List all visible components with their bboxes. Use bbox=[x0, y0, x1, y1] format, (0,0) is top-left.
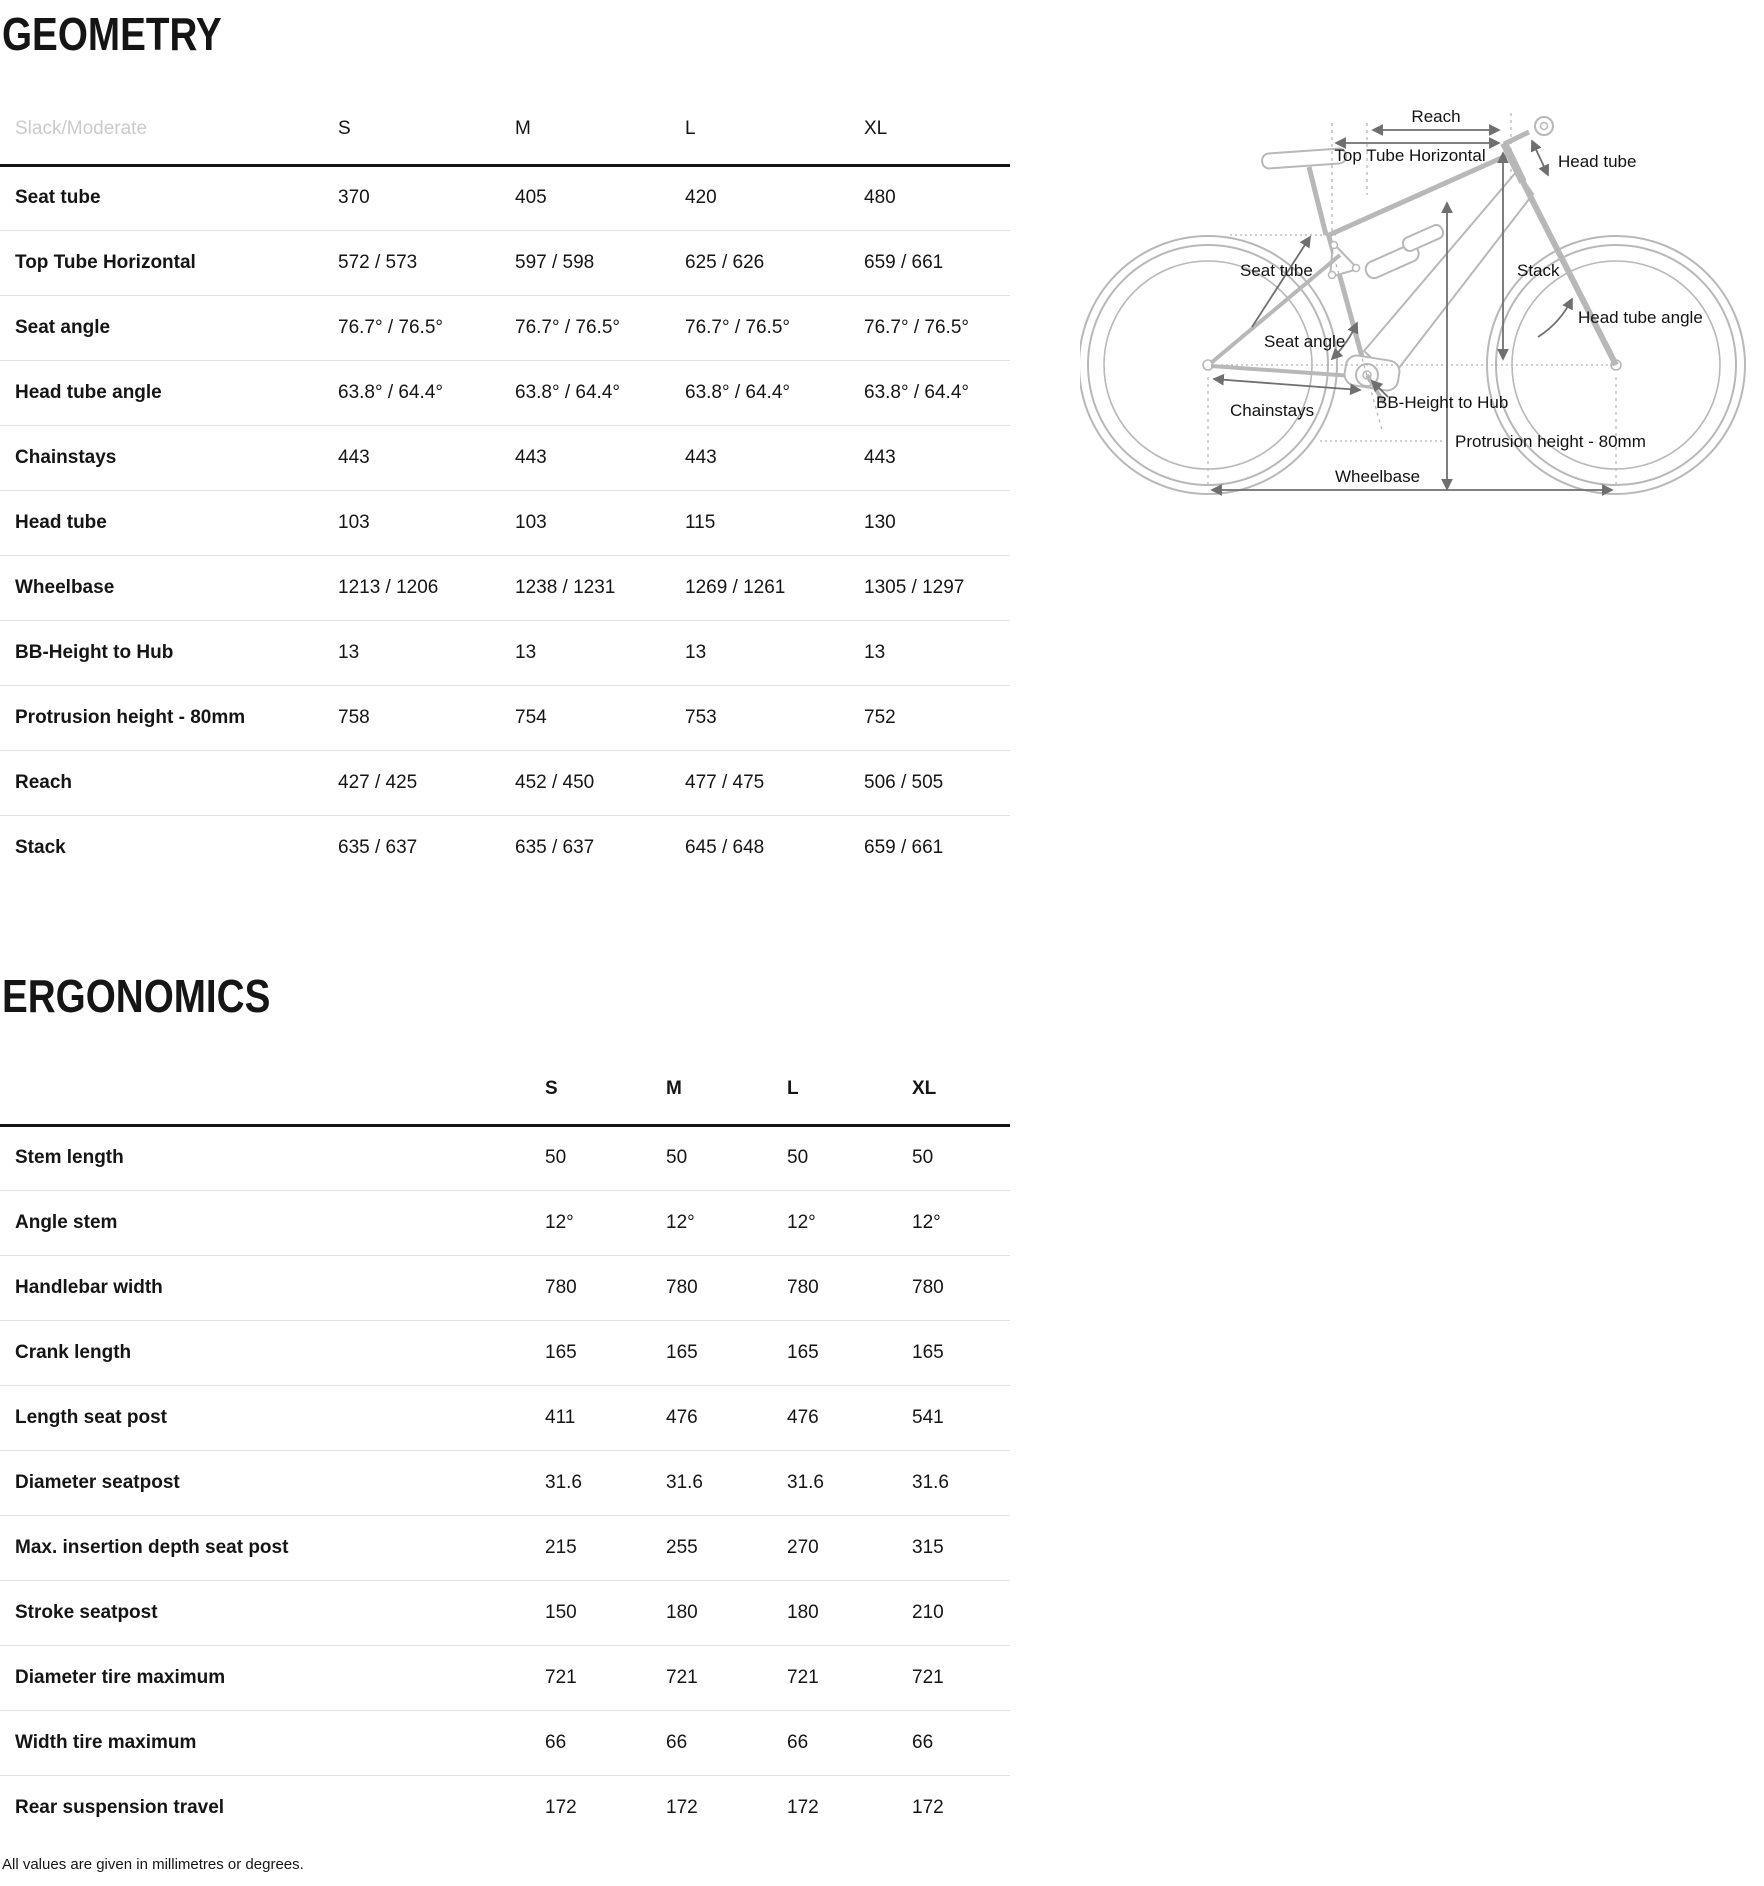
cell-value: 1269 / 1261 bbox=[685, 555, 864, 620]
cell-value: 443 bbox=[515, 425, 685, 490]
cell-value: 165 bbox=[787, 1320, 912, 1385]
cell-value: 506 / 505 bbox=[864, 750, 1010, 815]
row-label: Chainstays bbox=[0, 425, 338, 490]
cell-value: 477 / 475 bbox=[685, 750, 864, 815]
row-label: Stack bbox=[15, 836, 66, 858]
geometry-section-title: GEOMETRY bbox=[2, 8, 222, 60]
cell-value: 635 / 637 bbox=[515, 836, 595, 858]
row-label: Max. insertion depth seat post bbox=[0, 1515, 545, 1580]
cell-value: 12° bbox=[666, 1190, 787, 1255]
row-label: Top Tube Horizontal bbox=[0, 230, 338, 295]
cell-value: 721 bbox=[787, 1645, 912, 1710]
cell-value: 63.8° / 64.4° bbox=[338, 360, 515, 425]
cell-value: 476 bbox=[666, 1385, 787, 1450]
cell-value: 50 bbox=[545, 1125, 666, 1190]
cell-value: 172 bbox=[666, 1797, 698, 1819]
cell-value: 476 bbox=[787, 1385, 912, 1450]
table-row bbox=[0, 815, 1010, 880]
cell-value: 370 bbox=[338, 165, 515, 230]
cell-value: 780 bbox=[666, 1255, 787, 1320]
cell-value: 1305 / 1297 bbox=[864, 555, 1010, 620]
cell-value: 758 bbox=[338, 685, 515, 750]
table-row bbox=[0, 750, 1010, 815]
table-row bbox=[0, 1580, 1010, 1645]
cell-value: 76.7° / 76.5° bbox=[338, 295, 515, 360]
geometry-variant-label: Slack/Moderate bbox=[0, 118, 338, 166]
row-label: Length seat post bbox=[0, 1385, 545, 1450]
cell-value: 721 bbox=[545, 1645, 666, 1710]
table-row bbox=[0, 555, 1010, 620]
table-row bbox=[0, 1775, 1010, 1840]
cell-value: 12° bbox=[545, 1190, 666, 1255]
row-label: Diameter seatpost bbox=[0, 1450, 545, 1515]
cell-value: 645 / 648 bbox=[685, 836, 765, 858]
table-row bbox=[0, 230, 1010, 295]
cell-value: 66 bbox=[787, 1710, 912, 1775]
table-row bbox=[0, 620, 1010, 685]
diagram-label-seat-angle: Seat angle bbox=[1264, 332, 1346, 351]
cell-value: 597 / 598 bbox=[515, 230, 685, 295]
cell-value: 480 bbox=[864, 165, 1010, 230]
diagram-label-head-tube: Head tube bbox=[1558, 152, 1637, 171]
cell-value: 1238 / 1231 bbox=[515, 555, 685, 620]
cell-value: 63.8° / 64.4° bbox=[864, 360, 1010, 425]
table-row bbox=[0, 685, 1010, 750]
cell-value: 66 bbox=[545, 1710, 666, 1775]
cell-value: 721 bbox=[666, 1645, 787, 1710]
cell-value: 752 bbox=[864, 685, 1010, 750]
table-row bbox=[0, 360, 1010, 425]
cell-value: 180 bbox=[666, 1580, 787, 1645]
cell-value: 572 / 573 bbox=[338, 230, 515, 295]
cell-value: 780 bbox=[787, 1255, 912, 1320]
cell-value: 63.8° / 64.4° bbox=[685, 360, 864, 425]
cell-value: 541 bbox=[912, 1385, 1010, 1450]
table-row bbox=[0, 1450, 1010, 1515]
ergonomics-size-header-m: M bbox=[666, 1078, 787, 1126]
ergonomics-size-header-xl: XL bbox=[912, 1078, 1010, 1126]
row-label: BB-Height to Hub bbox=[0, 620, 338, 685]
cell-value: 172 bbox=[912, 1797, 944, 1819]
geometry-header-row bbox=[0, 118, 1010, 166]
cell-value: 66 bbox=[912, 1710, 1010, 1775]
geometry-size-header-s: S bbox=[338, 118, 515, 166]
row-label: Seat tube bbox=[0, 165, 338, 230]
cell-value: 443 bbox=[685, 425, 864, 490]
cell-value: 443 bbox=[864, 425, 1010, 490]
ergonomics-size-header-l: L bbox=[787, 1078, 912, 1126]
table-row bbox=[0, 1190, 1010, 1255]
cell-value: 635 / 637 bbox=[338, 836, 418, 858]
geometry-size-header-m: M bbox=[515, 118, 685, 166]
cell-value: 659 / 661 bbox=[864, 230, 1010, 295]
cell-value: 215 bbox=[545, 1515, 666, 1580]
cell-value: 625 / 626 bbox=[685, 230, 864, 295]
cell-value: 12° bbox=[787, 1190, 912, 1255]
row-label: Head tube angle bbox=[0, 360, 338, 425]
ergonomics-table bbox=[0, 1078, 1010, 1841]
table-row bbox=[0, 1515, 1010, 1580]
row-label: Wheelbase bbox=[0, 555, 338, 620]
diagram-label-reach: Reach bbox=[1411, 107, 1461, 126]
cell-value: 255 bbox=[666, 1515, 787, 1580]
cell-value: 66 bbox=[666, 1710, 787, 1775]
cell-value: 721 bbox=[912, 1645, 1010, 1710]
cell-value: 165 bbox=[666, 1320, 787, 1385]
geometry-size-header-xl: XL bbox=[864, 118, 1010, 166]
row-label: Reach bbox=[0, 750, 338, 815]
ergonomics-header-row bbox=[0, 1078, 1010, 1126]
cell-value: 172 bbox=[787, 1797, 819, 1819]
geometry-table bbox=[0, 118, 1010, 881]
cell-value: 270 bbox=[787, 1515, 912, 1580]
diagram-label-seat-tube: Seat tube bbox=[1240, 261, 1313, 280]
cell-value: 180 bbox=[787, 1580, 912, 1645]
cell-value: 63.8° / 64.4° bbox=[515, 360, 685, 425]
table-row bbox=[0, 1255, 1010, 1320]
cell-value: 76.7° / 76.5° bbox=[685, 295, 864, 360]
cell-value: 210 bbox=[912, 1580, 1010, 1645]
cell-value: 753 bbox=[685, 685, 864, 750]
cell-value: 13 bbox=[685, 620, 864, 685]
row-label: Protrusion height - 80mm bbox=[0, 685, 338, 750]
table-row bbox=[0, 1710, 1010, 1775]
diagram-label-top-tube-horizontal: Top Tube Horizontal bbox=[1334, 146, 1486, 165]
cell-value: 411 bbox=[545, 1385, 666, 1450]
cell-value: 50 bbox=[666, 1125, 787, 1190]
row-label: Angle stem bbox=[0, 1190, 545, 1255]
cell-value: 31.6 bbox=[787, 1450, 912, 1515]
diagram-label-bb-height-to-hub: BB-Height to Hub bbox=[1376, 393, 1509, 412]
cell-value: 31.6 bbox=[545, 1450, 666, 1515]
table-row bbox=[0, 165, 1010, 230]
cell-value: 12° bbox=[912, 1190, 1010, 1255]
row-label: Seat angle bbox=[0, 295, 338, 360]
row-label: Width tire maximum bbox=[0, 1710, 545, 1775]
diagram-label-stack: Stack bbox=[1517, 261, 1560, 280]
cell-value: 76.7° / 76.5° bbox=[864, 295, 1010, 360]
cell-value: 103 bbox=[338, 490, 515, 555]
cell-value: 443 bbox=[338, 425, 515, 490]
table-row bbox=[0, 425, 1010, 490]
cell-value: 31.6 bbox=[666, 1450, 787, 1515]
row-label: Diameter tire maximum bbox=[0, 1645, 545, 1710]
table-row bbox=[0, 1385, 1010, 1450]
diagram-label-chainstays: Chainstays bbox=[1230, 401, 1315, 420]
bike-geometry-diagram bbox=[1080, 85, 1764, 515]
cell-value: 780 bbox=[545, 1255, 666, 1320]
cell-value: 165 bbox=[912, 1320, 1010, 1385]
cell-value: 754 bbox=[515, 685, 685, 750]
cell-value: 780 bbox=[912, 1255, 1010, 1320]
row-label: Handlebar width bbox=[0, 1255, 545, 1320]
cell-value: 150 bbox=[545, 1580, 666, 1645]
cell-value: 659 / 661 bbox=[864, 836, 944, 858]
cell-value: 76.7° / 76.5° bbox=[515, 295, 685, 360]
cell-value: 31.6 bbox=[912, 1450, 1010, 1515]
diagram-label-head-tube-angle: Head tube angle bbox=[1578, 308, 1703, 327]
row-label: Stem length bbox=[0, 1125, 545, 1190]
cell-value: 50 bbox=[787, 1125, 912, 1190]
cell-value: 13 bbox=[864, 620, 1010, 685]
cell-value: 452 / 450 bbox=[515, 750, 685, 815]
units-footnote: All values are given in millimetres or degrees. bbox=[2, 1856, 304, 1873]
ergonomics-size-header-s: S bbox=[545, 1078, 666, 1126]
diagram-label-wheelbase: Wheelbase bbox=[1335, 467, 1421, 486]
cell-value: 50 bbox=[912, 1125, 1010, 1190]
table-row bbox=[0, 295, 1010, 360]
ergonomics-section-title: ERGONOMICS bbox=[2, 970, 271, 1023]
cell-value: 115 bbox=[685, 490, 864, 555]
cell-value: 405 bbox=[515, 165, 685, 230]
table-row bbox=[0, 1125, 1010, 1190]
row-label: Rear suspension travel bbox=[15, 1797, 225, 1819]
cell-value: 13 bbox=[338, 620, 515, 685]
cell-value: 1213 / 1206 bbox=[338, 555, 515, 620]
cell-value: 13 bbox=[515, 620, 685, 685]
cell-value: 427 / 425 bbox=[338, 750, 515, 815]
cell-value: 172 bbox=[545, 1797, 577, 1819]
row-label: Stroke seatpost bbox=[0, 1580, 545, 1645]
table-row bbox=[0, 490, 1010, 555]
table-row bbox=[0, 1645, 1010, 1710]
diagram-label-protrusion-height: Protrusion height - 80mm bbox=[1455, 432, 1646, 451]
ergonomics-corner-cell bbox=[0, 1078, 545, 1126]
row-label: Head tube bbox=[0, 490, 338, 555]
cell-value: 103 bbox=[515, 490, 685, 555]
cell-value: 165 bbox=[545, 1320, 666, 1385]
geometry-size-header-l: L bbox=[685, 118, 864, 166]
cell-value: 420 bbox=[685, 165, 864, 230]
row-label: Crank length bbox=[0, 1320, 545, 1385]
cell-value: 315 bbox=[912, 1515, 1010, 1580]
cell-value: 130 bbox=[864, 490, 1010, 555]
table-row bbox=[0, 1320, 1010, 1385]
